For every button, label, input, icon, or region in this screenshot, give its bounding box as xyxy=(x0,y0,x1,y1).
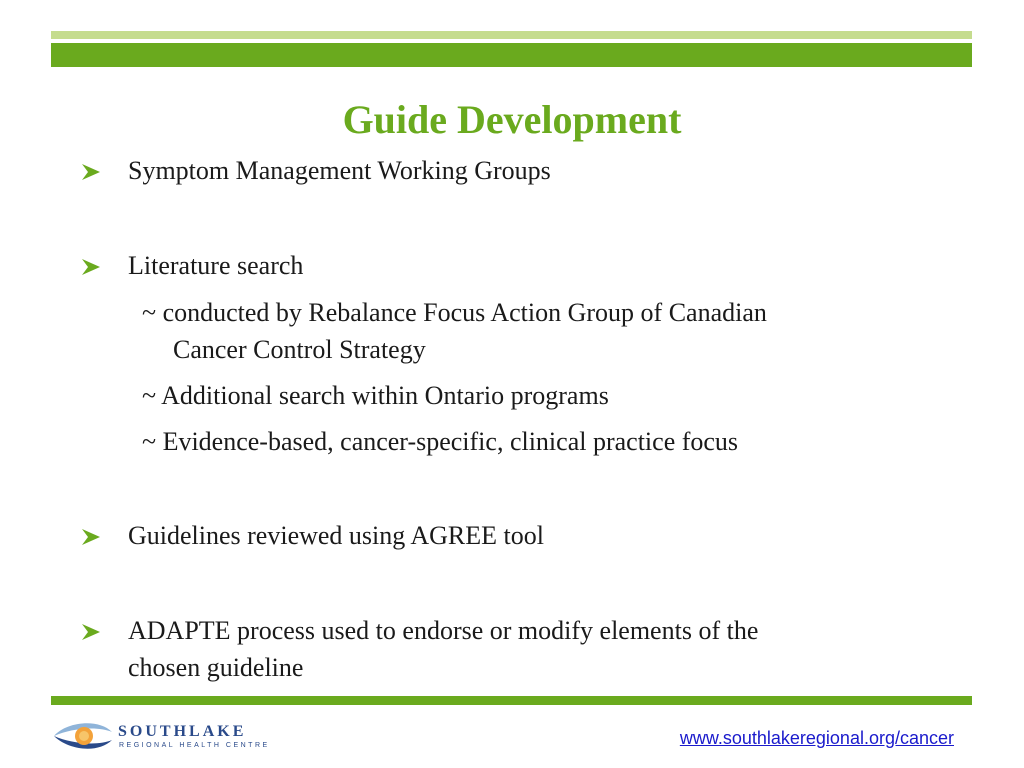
arrow-bullet-icon xyxy=(80,527,102,547)
slide-title: Guide Development xyxy=(342,97,682,142)
arrow-bullet-icon xyxy=(80,162,102,182)
sub-item: ~ conducted by Rebalance Focus Action Group of Canadian xyxy=(142,298,767,327)
sub-item: ~ Additional search within Ontario programs xyxy=(142,381,609,410)
bottom-accent-bar xyxy=(51,696,972,705)
bullet-item: ADAPTE process used to endorse or modify elements of the xyxy=(128,616,759,645)
sub-item-continuation: Cancer Control Strategy xyxy=(173,335,426,364)
arrow-bullet-icon xyxy=(80,622,102,642)
logo-name: SOUTHLAKE xyxy=(118,723,247,740)
bullet-item: Literature search xyxy=(128,251,304,280)
sub-item: ~ Evidence-based, cancer-specific, clinical practice focus xyxy=(142,427,739,456)
footer-url-link[interactable]: www.southlakeregional.org/cancer xyxy=(679,728,954,748)
logo-emblem-icon xyxy=(52,716,116,756)
top-accent-bar xyxy=(51,43,972,67)
bullet-item: Guidelines reviewed using AGREE tool xyxy=(128,521,544,550)
bullet-item: Symptom Management Working Groups xyxy=(128,156,551,185)
top-accent-bar-light xyxy=(51,31,972,39)
arrow-bullet-icon xyxy=(80,257,102,277)
bullet-item-continuation: chosen guideline xyxy=(128,653,304,682)
logo-subtitle: REGIONAL HEALTH CENTRE xyxy=(119,742,270,749)
